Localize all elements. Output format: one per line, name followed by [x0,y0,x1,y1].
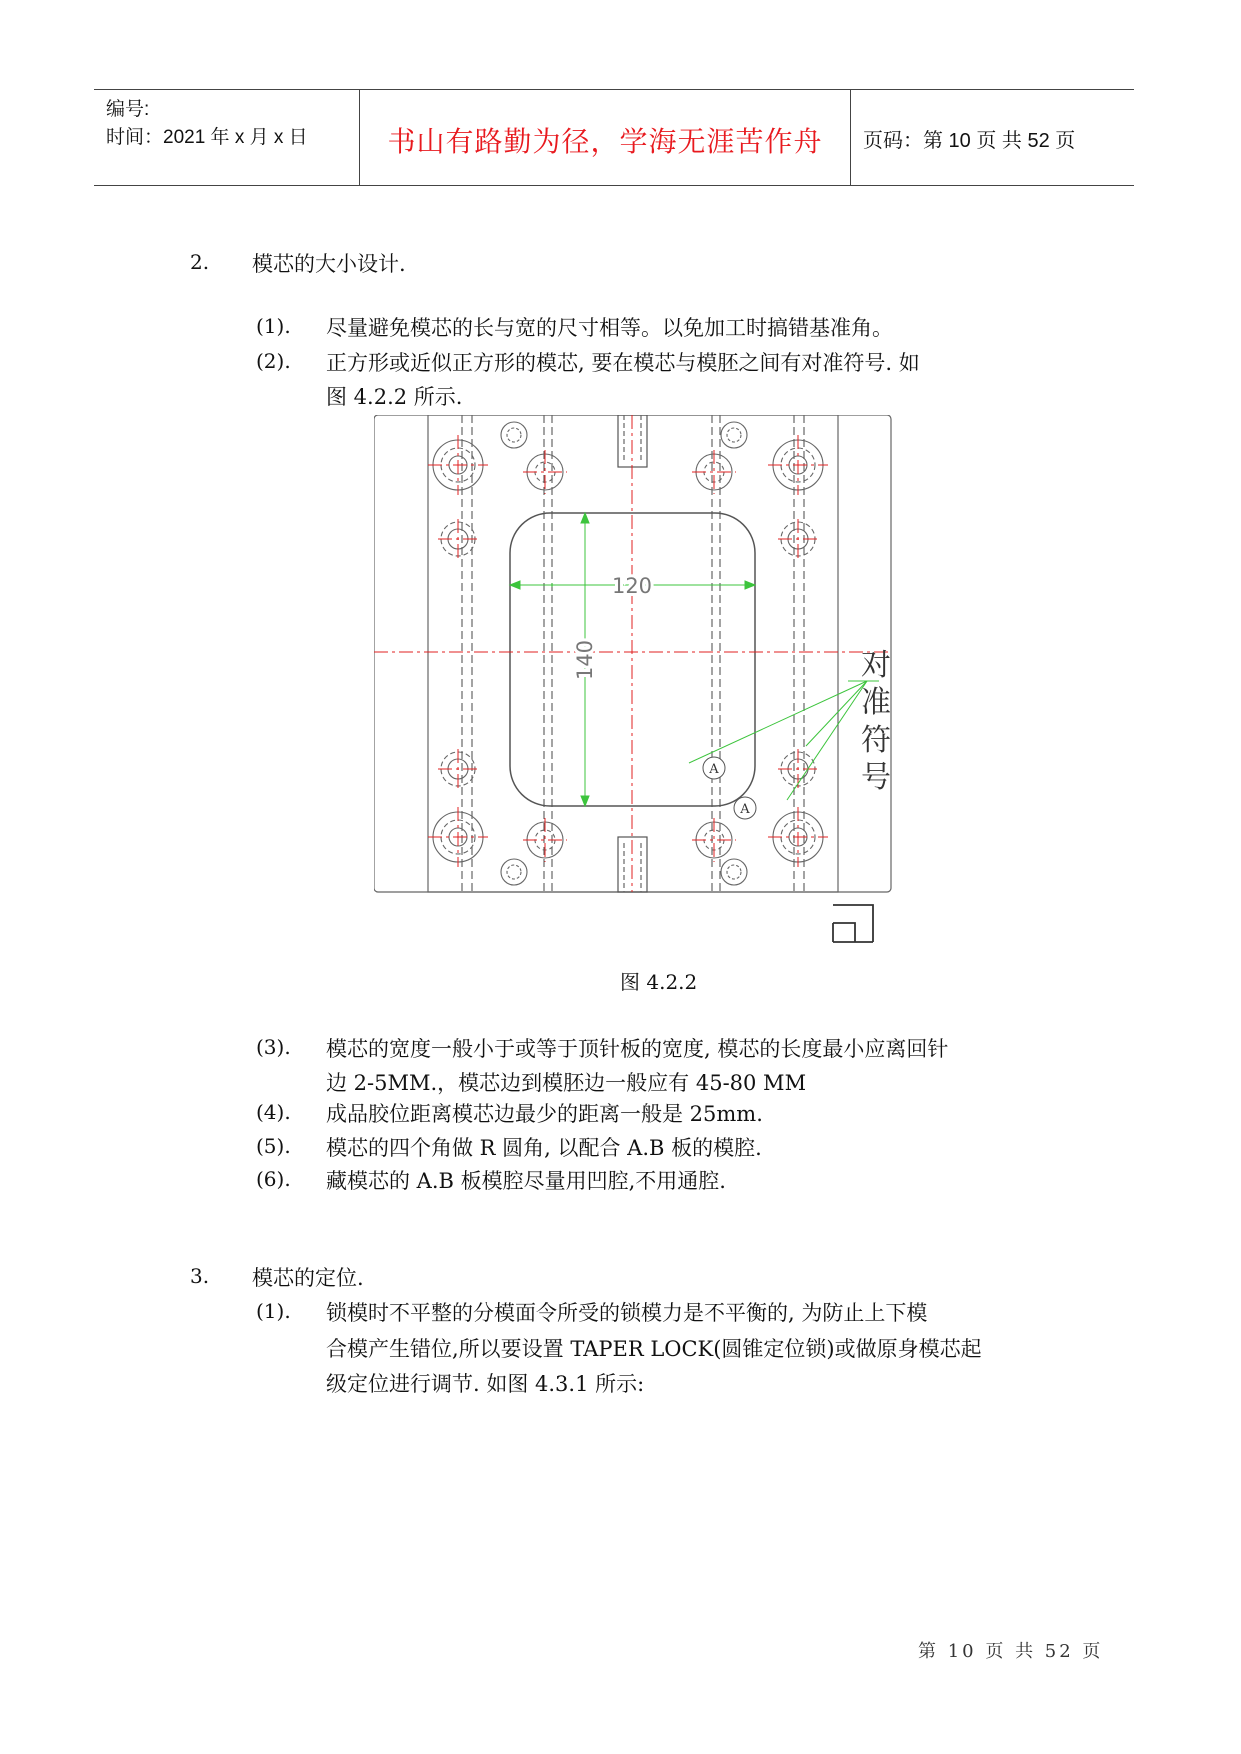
item-2-3-line-1: 模芯的宽度一般小于或等于顶针板的宽度, 模芯的长度最小应离回针 [326,1037,949,1061]
mold-core-figure [374,415,899,950]
item-2-6-number: (6). [256,1167,291,1191]
section-3-title: 模芯的定位. [252,1266,364,1290]
serial-label: 编号: [106,99,150,120]
callout-label [861,648,891,795]
svg-text:A: A [740,802,750,817]
svg-text:A: A [709,762,719,777]
svg-text:对: 对 [861,648,891,683]
item-2-2-line-1: 正方形或近似正方形的模芯, 要在模芯与模胚之间有对准符号. 如 [326,351,920,375]
alignment-marker-1 [703,757,725,779]
svg-text:号: 号 [861,760,891,795]
item-2-5-line-1: 模芯的四个角做 R 圆角, 以配合 A.B 板的模腔. [326,1136,762,1160]
centerlines [374,415,891,892]
item-2-4-number: (4). [256,1100,291,1124]
svg-text:准: 准 [861,685,891,720]
item-2-3-line-2: 边 2-5MM.，模芯边到模胚边一般应有 45-80 MM [326,1071,807,1095]
item-2-5-number: (5). [256,1134,291,1158]
section-2-number: 2. [190,250,210,274]
item-2-2-number: (2). [256,349,291,373]
header-meta [94,90,359,185]
date-label: 时间：2021 年 x 月 x 日 [106,127,308,148]
dimension-lines [510,513,879,806]
dim-height-label: 140 [573,639,597,681]
item-3-1-line-3: 级定位进行调节. 如图 4.3.1 所示: [326,1372,645,1396]
alignment-marker-2 [734,797,756,819]
svg-text:符: 符 [861,723,891,758]
motto-text: 书山有路勤为径，学海无涯苦作舟 [387,125,823,158]
item-2-6-line-1: 藏模芯的 A.B 板模腔尽量用凹腔,不用通腔. [326,1169,726,1193]
item-2-3-number: (3). [256,1035,291,1059]
item-3-1-line-1: 锁模时不平整的分模面令所受的锁模力是不平衡的, 为防止上下模 [326,1301,928,1325]
page-info-text: 页码：第 10 页 共 52 页 [863,130,1076,152]
section-2-title: 模芯的大小设计. [252,252,406,276]
corner-mark [833,905,873,942]
item-3-1-line-2: 合模产生错位,所以要设置 TAPER LOCK(圆锥定位锁)或做原身模芯起 [326,1337,982,1361]
dim-width-label: 120 [611,574,653,598]
mold-plate-outline [428,415,838,892]
figure-caption: 图 4.2.2 [620,970,698,994]
item-2-1-line-1: 尽量避免模芯的长与宽的尺寸相等。以免加工时搞错基准角。 [326,316,893,340]
page-footer: 第 10 页 共 52 页 [918,1641,1104,1662]
item-3-1-number: (1). [256,1299,291,1323]
page-header [94,89,1134,186]
item-2-4-line-1: 成品胶位距离模芯边最少的距离一般是 25mm. [326,1102,763,1126]
header-motto [359,90,851,185]
item-2-2-line-2: 图 4.2.2 所示. [326,385,463,409]
header-page-info [851,90,1134,185]
section-3-number: 3. [190,1264,210,1288]
item-2-1-number: (1). [256,314,291,338]
